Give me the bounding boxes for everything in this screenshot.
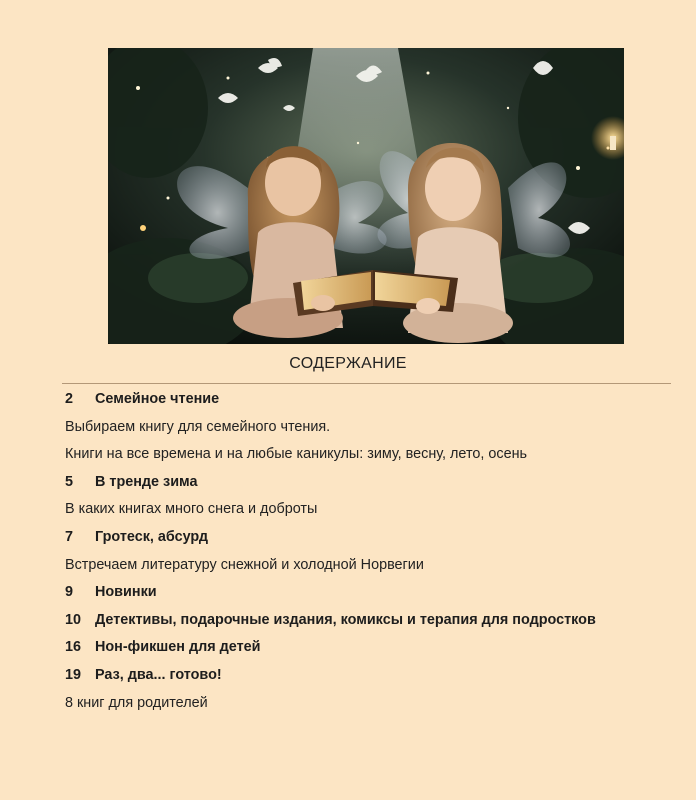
toc-description: В каких книгах много снега и доброты: [65, 501, 318, 518]
toc-page-number: 2: [65, 391, 74, 407]
toc-entry[interactable]: [65, 607, 685, 635]
toc-heading: Гротеск, абсурд: [95, 528, 208, 545]
table-of-contents: [65, 386, 685, 717]
cover-illustration: [108, 48, 624, 344]
toc-page-number: 5: [65, 473, 74, 490]
toc-heading: Детективы, подарочные издания, комиксы и терапия для подростков: [95, 611, 596, 628]
toc-entry[interactable]: [65, 579, 685, 607]
toc-heading: Новинки: [95, 584, 157, 601]
page-title: СОДЕРЖАНИЕ: [289, 355, 407, 372]
toc-entry[interactable]: [65, 469, 685, 497]
toc-page-number: 16: [65, 639, 82, 656]
toc-page-number: 7: [65, 528, 74, 545]
toc-description: Выбираем книгу для семейного чтения.: [65, 418, 331, 435]
toc-entry[interactable]: [65, 662, 685, 690]
toc-entry[interactable]: [65, 634, 685, 662]
toc-page-number: 10: [65, 611, 82, 628]
toc-heading: Семейное чтение: [95, 391, 220, 407]
fairy-girls-reading-image: [108, 48, 624, 344]
toc-page-number: 19: [65, 666, 82, 683]
toc-description: 8 книг для родителей: [65, 694, 208, 711]
toc-entry[interactable]: [65, 524, 685, 552]
toc-entry[interactable]: [65, 386, 685, 414]
toc-description: Книги на все времена и на любые каникулы: зиму, весну, лето, осень: [65, 446, 528, 463]
toc-heading: Раз, два... готово!: [95, 666, 222, 683]
title-divider: [62, 383, 671, 384]
toc-heading: В тренде зима: [95, 473, 198, 490]
toc-page-number: 9: [65, 584, 74, 601]
toc-description: Встречаем литературу снежной и холодной Норвегии: [65, 556, 424, 573]
toc-heading: Нон-фикшен для детей: [95, 639, 261, 656]
